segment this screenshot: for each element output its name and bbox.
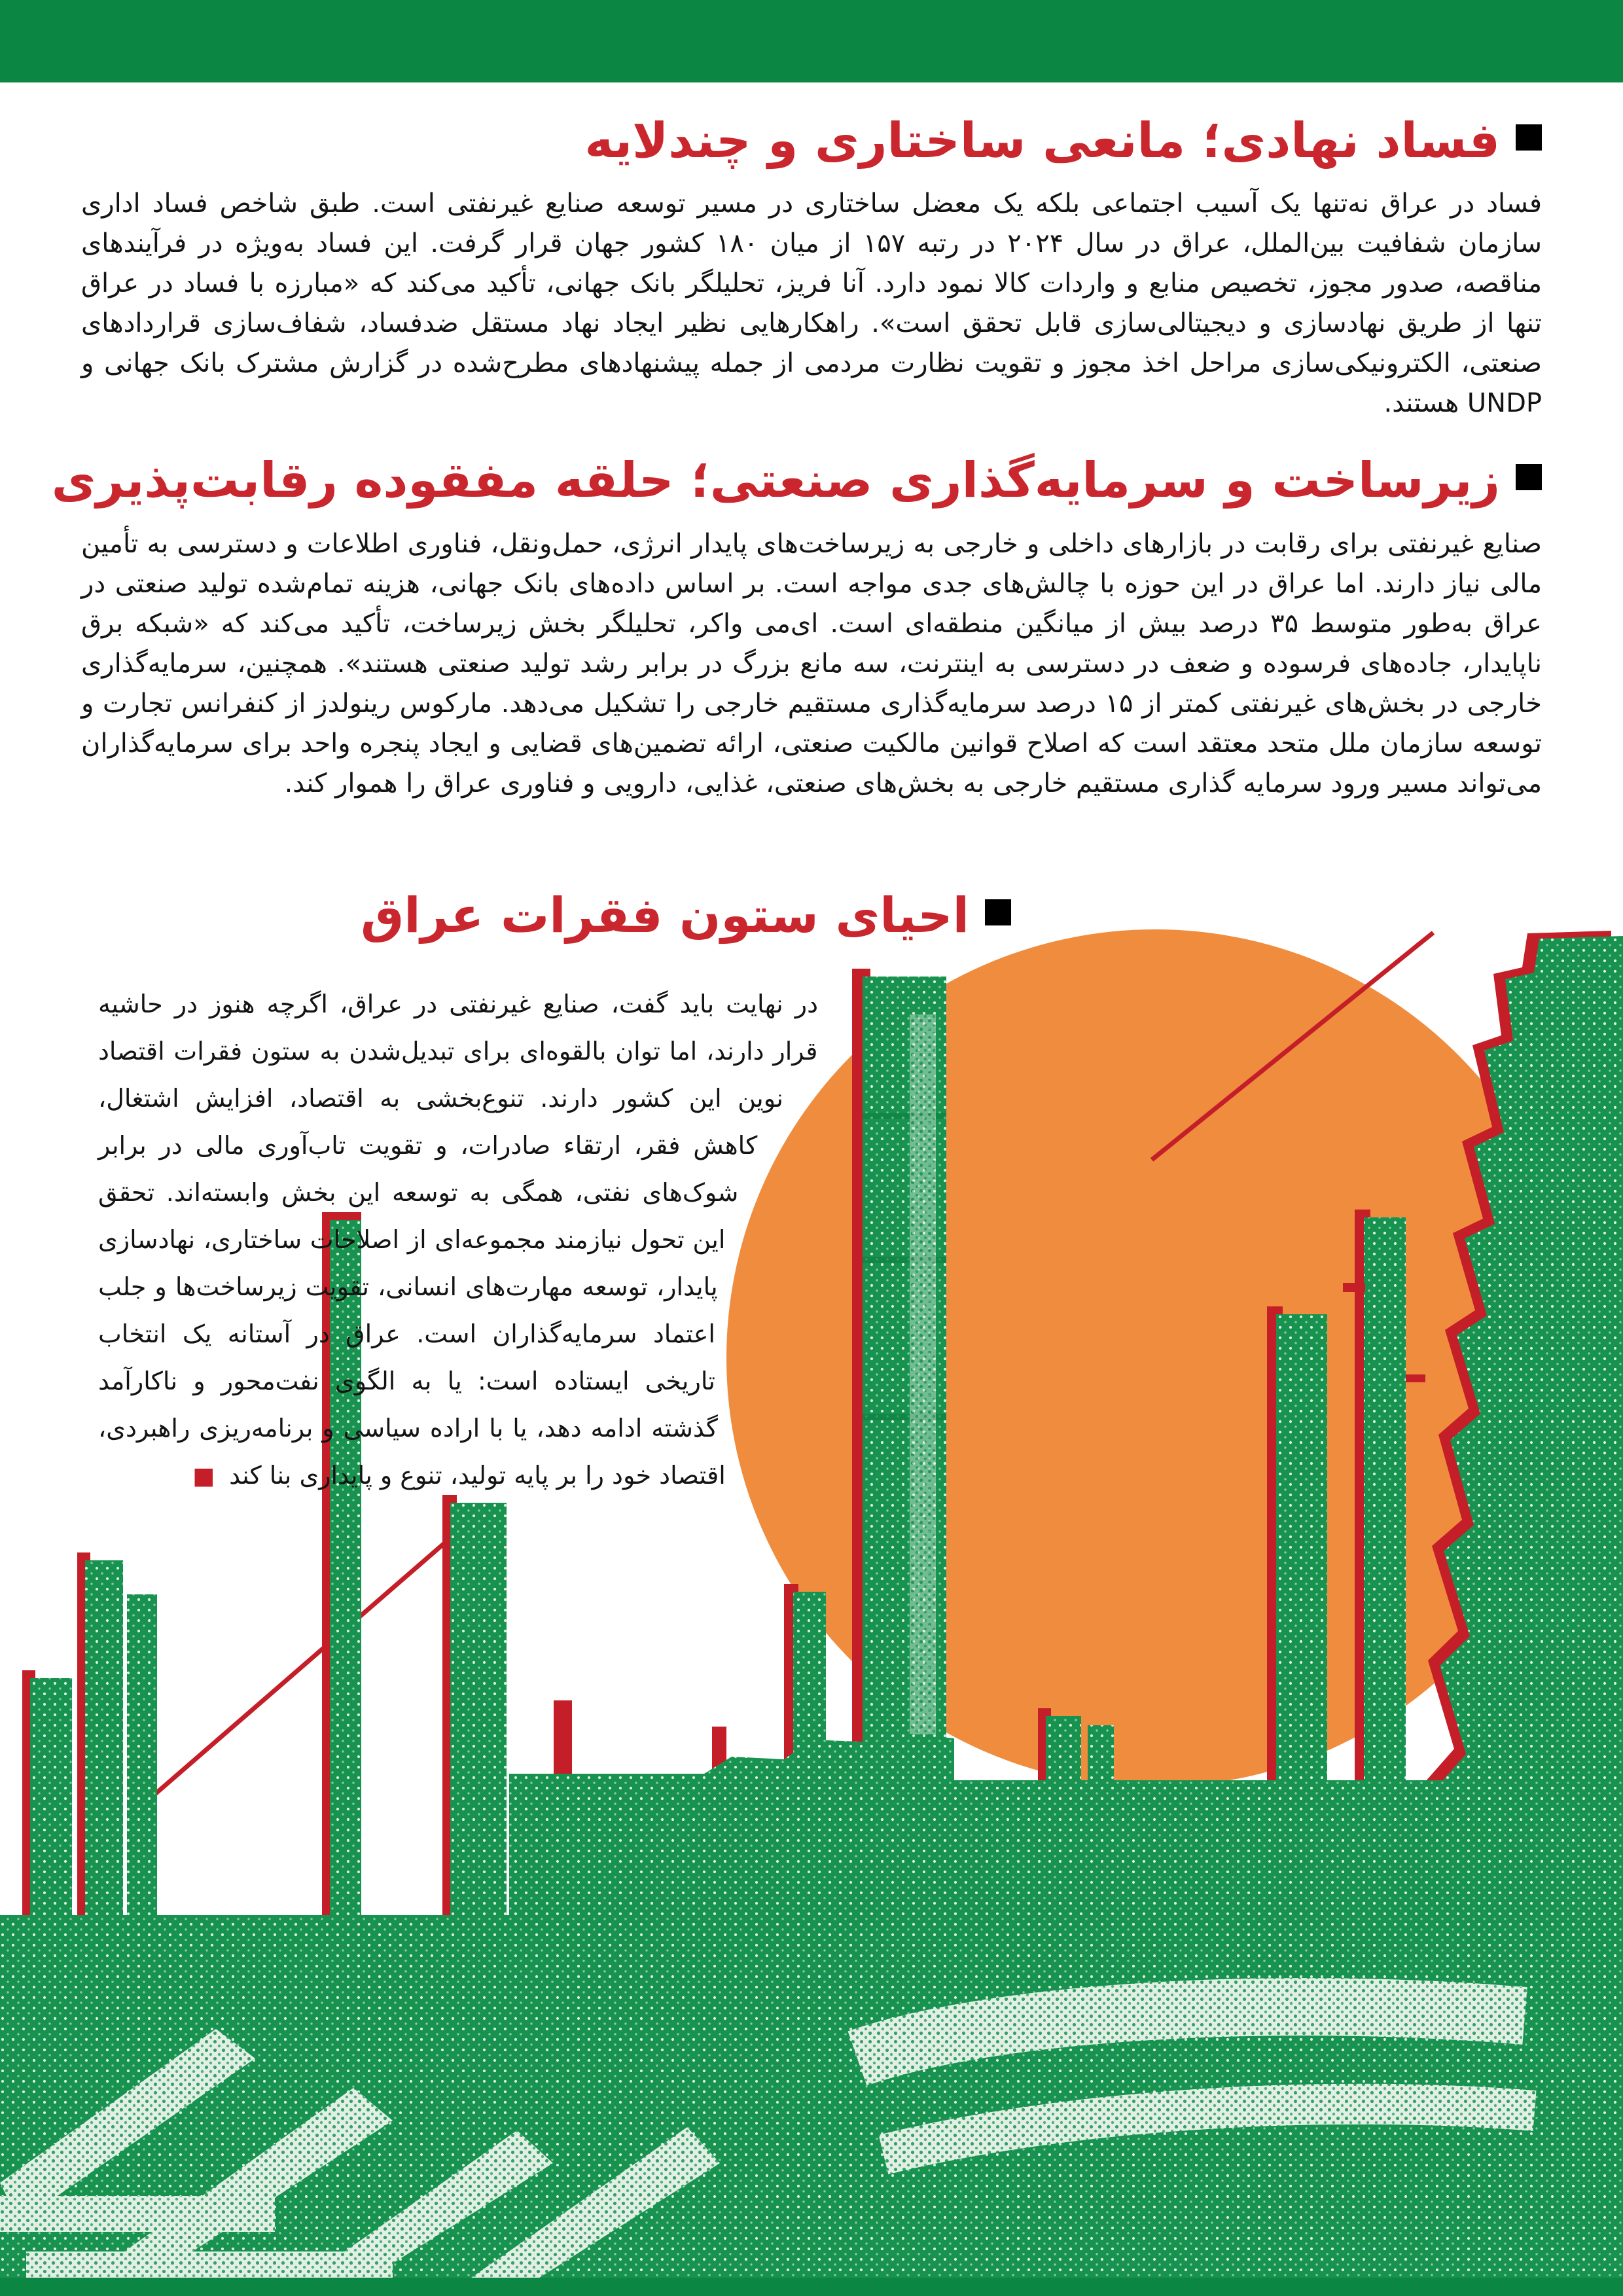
heading-corruption-text: فساد نهادی؛ مانعی ساختاری و چندلایه	[584, 113, 1500, 169]
paragraph-revival-text: در نهایت باید گفت، صنایع غیرنفتی در عراق، اگرچه هنوز در حاشیه قرار دارند، اما توان بالقوه‌ای برای تبدیل‌شدن به ستون فقرات اقتصاد نوین این کشور دارند. تنوع‌بخشی به اقتصاد، افزایش اشتغال، کاهش فقر، ارتقاء صادرات، و تقویت تاب‌آوری مالی در برابر شوک‌های نفتی، همگی به توسعه این بخش وابسته‌اند. تحقق این تحول نیازمند مجموعه‌ای از اصلاحات ساختاری، نهادسازی پایدار، توسعه مهارت‌های انسانی، تقویت زیرساخت‌ها و جلب اعتماد سرمایه‌گذاران است. عراق در آستانه یک انتخاب تاریخی ایستاده است: یا به الگوی نفت‌محور و ناکارآمد گذشته ادامه دهد، یا با اراده سیاسی و برنامه‌ریزی راهبردی، اقتصاد خود را بر پایه تولید، تنوع و پایداری بنا کند	[98, 990, 818, 1490]
circle-text-wrap-shape	[713, 980, 818, 1558]
bottom-green-bar	[0, 2278, 1623, 2296]
article-content	[0, 82, 1623, 804]
heading-infrastructure	[51, 450, 1542, 512]
paragraph-corruption: فساد در عراق نه‌تنها یک آسیب اجتماعی بلکه یک معضل ساختاری در مسیر توسعه صنایع غیرنفتی است. طبق شاخص فساد اداری سازمان شفافیت بین‌الملل، عراق در سال ۲۰۲۴ در رتبه ۱۵۷ از میان ۱۸۰ کشور جهان قرار گرفت. این فساد به‌ویژه در فرآیندهای مناقصه، صدور مجوز، تخصیص منابع و واردات کالا نمود دارد. آنا فریز، تحلیلگر بانک جهانی، تأکید می‌کند که «مبارزه با فساد در عراق تنها از طریق نهادسازی و دیجیتالی‌سازی قابل تحقق است». راهکارهایی نظیر ایجاد نهاد مستقل ضدفساد، شفاف‌سازی قراردادهای صنعتی، الکترونیکی‌سازی مراحل اخذ مجوز و تقویت نظارت مردمی از جمله پیشنهادهای مطرح‌شده در گزارش مشترک بانک جهانی و UNDP هستند.	[81, 188, 1542, 418]
heading-bullet-square-icon	[1516, 124, 1542, 151]
heading-bullet-square-icon	[1516, 464, 1542, 490]
end-mark-square-icon: ■	[192, 1463, 215, 1490]
center-bottom-structure	[509, 1710, 954, 1920]
diagonal-red-line-2	[154, 1538, 450, 1795]
heading-bullet-square-icon	[985, 899, 1011, 925]
pipes-mass	[0, 1700, 1623, 2296]
heading-corruption	[81, 110, 1542, 172]
tower-arm	[1406, 1374, 1425, 1382]
tower-arm	[1343, 1283, 1365, 1292]
heading-revival-text: احیای ستون فقرات عراق	[361, 888, 969, 944]
pipe-highlight-horizontal	[0, 2196, 275, 2232]
heading-infrastructure-text: زیرساخت و سرمایه‌گذاری صنعتی؛ حلقه مفقوده رقابت‌پذیری	[51, 452, 1500, 509]
chimney-highlight	[910, 1014, 936, 1734]
top-green-bar	[0, 0, 1623, 82]
heading-revival	[361, 885, 1011, 947]
paragraph-revival	[98, 980, 818, 1558]
paragraph-infrastructure: صنایع غیرنفتی برای رقابت در بازارهای داخلی و خارجی به زیرساخت‌های پایدار انرژی، حمل‌ونقل، فناوری اطلاعات و دسترسی به تأمین مالی نیاز دارند. اما عراق در این حوزه با چالش‌های جدی مواجه است. بر اساس داده‌های بانک جهانی، هزینه تمام‌شده تولید صنعتی در عراق به‌طور متوسط ۳۵ درصد بیش از میانگین منطقه‌ای است. ای‌می واکر، تحلیلگر بخش زیرساخت، تأکید می‌کند که «شبکه برق ناپایدار، جاده‌های فرسوده و ضعف در دسترسی به اینترنت، سه مانع بزرگ در برابر رشد تولید صنعتی هستند». همچنین، سرمایه‌گذاری خارجی در بخش‌های غیرنفتی کمتر از ۱۵ درصد سرمایه‌گذاری مستقیم خارجی را تشکیل می‌دهد. مارکوس رینولدز از کنفرانس تجارت و توسعه سازمان ملل متحد معتقد است که اصلاح قوانین مالکیت صنعتی، ارائه تضمین‌های قضایی و ایجاد پنجره واحد برای سرمایه‌گذاران می‌تواند مسیر ورود سرمایه گذاری مستقیم خارجی به بخش‌های صنعتی، غذایی، دارویی و فناوری عراق را هموار کند.	[81, 529, 1542, 799]
pipe-highlight-horizontal	[26, 2251, 393, 2278]
